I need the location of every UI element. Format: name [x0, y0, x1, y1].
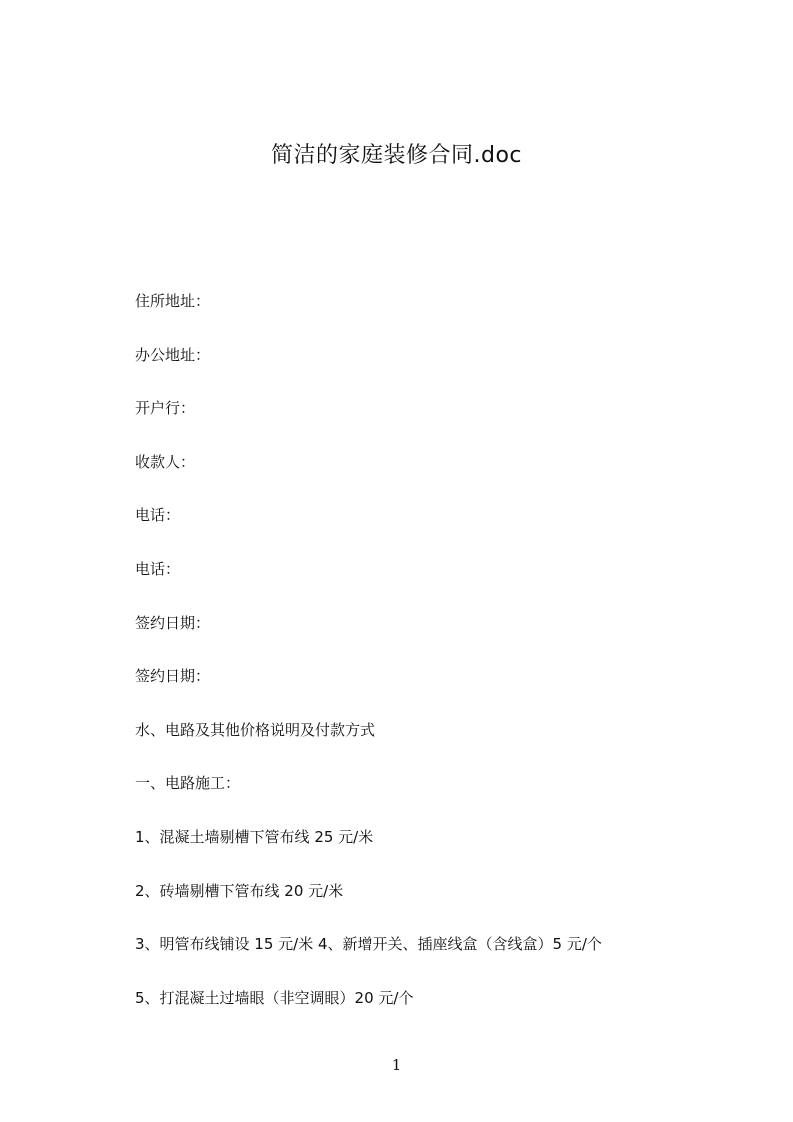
field-payee: 收款人： — [135, 452, 196, 471]
field-sign-date-1: 签约日期： — [135, 613, 211, 632]
price-item-2: 2、砖墙剔槽下管布线 20 元/米 — [135, 881, 344, 900]
field-office-address: 办公地址： — [135, 345, 211, 364]
price-item-5: 5、打混凝土过墙眼（非空调眼）20 元/个 — [135, 988, 414, 1007]
document-body — [135, 289, 695, 1039]
field-residence-address: 住所地址： — [135, 292, 211, 310]
section-heading-pricing: 水、电路及其他价格说明及付款方式 — [135, 720, 376, 739]
page-number: 1 — [391, 1056, 402, 1074]
field-phone-1: 电话： — [135, 506, 181, 525]
price-item-1: 1、混凝土墙剔槽下管布线 25 元/米 — [135, 827, 374, 846]
field-sign-date-2: 签约日期： — [135, 667, 211, 686]
document-title: 简洁的家庭装修合同.doc — [270, 143, 522, 168]
field-bank: 开户行： — [135, 399, 196, 418]
field-phone-2: 电话： — [135, 559, 181, 578]
price-item-3-4: 3、明管布线铺设 15 元/米 4、新增开关、插座线盒（含线盒）5 元/个 — [135, 935, 602, 954]
section-heading-electrical: 一、电路施工： — [135, 774, 241, 793]
